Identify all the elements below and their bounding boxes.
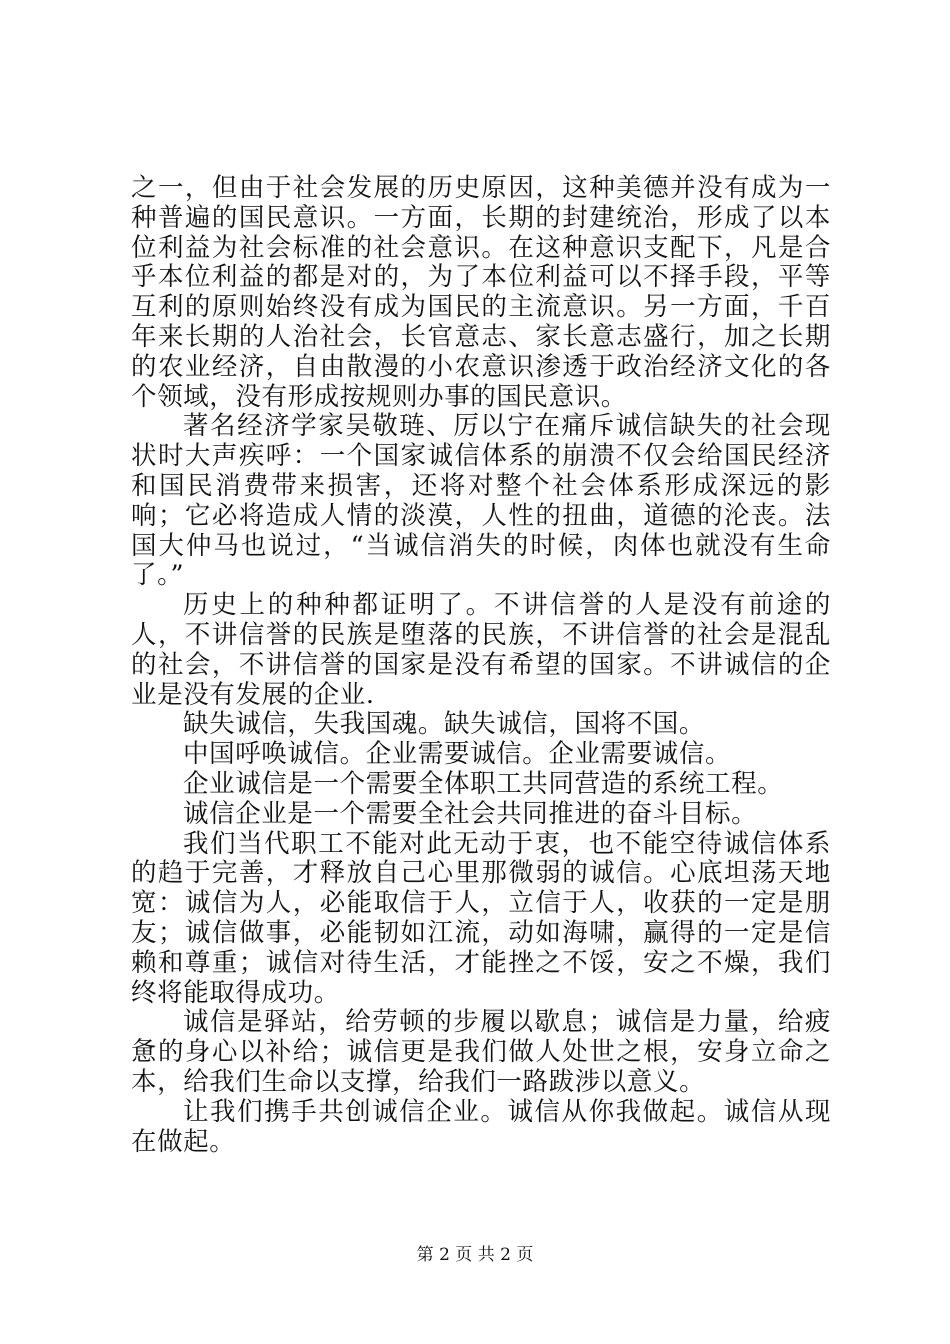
paragraph: 中国呼唤诚信。企业需要诚信。企业需要诚信。 bbox=[183, 739, 732, 770]
paragraph: 让我们携手共创诚信企业。诚信从你我做起。诚信从现在做起。 bbox=[131, 1096, 831, 1157]
paragraph: 著名经济学家吴敬琏、厉以宁在痛斥诚信缺失的社会现状时大声疾呼：一个国家诚信体系的崩溃不仅会给国民经济和国民消费带来损害，还将对整个社会体系形成深远的影响；它必将造成人情的淡漠，人性的扭曲，道德的沦丧。法国大仲马也说过，“当诚信消失的时候，肉体也就没有生命了。” bbox=[131, 411, 831, 591]
paragraph: 诚信企业是一个需要全社会共同推进的奋斗目标。 bbox=[183, 798, 758, 829]
page-number-footer: 第 2 页 共 2 页 bbox=[416, 1245, 534, 1265]
document-body bbox=[131, 174, 831, 1157]
paragraph: 我们当代职工不能对此无动于衷，也不能空待诚信体系的趋于完善，才释放自己心里那微弱的诚信。心底坦荡天地宽：诚信为人，必能取信于人，立信于人，收获的一定是朋友；诚信做事，必能韧如江流，动如海啸，赢得的一定是信赖和尊重；诚信对待生活，才能挫之不馁，安之不燥，我们终将能取得成功。 bbox=[131, 828, 831, 1008]
paragraph: 企业诚信是一个需要全体职工共同营造的系统工程。 bbox=[183, 768, 784, 799]
paragraph: 之一，但由于社会发展的历史原因，这种美德并没有成为一种普遍的国民意识。一方面，长期的封建统治，形成了以本位利益为社会标准的社会意识。在这种意识支配下，凡是合乎本位利益的都是对的，为了本位利益可以不择手段，平等互利的原则始终没有成为国民的主流意识。另一方面，千百年来长期的人治社会，长官意志、家长意志盛行，加之长期的农业经济，自由散漫的小农意识渗透于政治经济文化的各个领域，没有形成按规则办事的国民意识。 bbox=[131, 173, 831, 412]
paragraph: 缺失诚信，失我国魂。缺失诚信，国将不国。 bbox=[183, 709, 706, 740]
paragraph: 诚信是驿站，给劳顿的步履以歇息；诚信是力量，给疲惫的身心以补给；诚信更是我们做人处世之根，安身立命之本，给我们生命以支撑，给我们一路跋涉以意义。 bbox=[131, 1007, 831, 1097]
paragraph: 历史上的种种都证明了。不讲信誉的人是没有前途的人，不讲信誉的民族是堕落的民族，不讲信誉的社会是混乱的社会，不讲信誉的国家是没有希望的国家。不讲诚信的企业是没有发展的企业. bbox=[131, 590, 831, 710]
